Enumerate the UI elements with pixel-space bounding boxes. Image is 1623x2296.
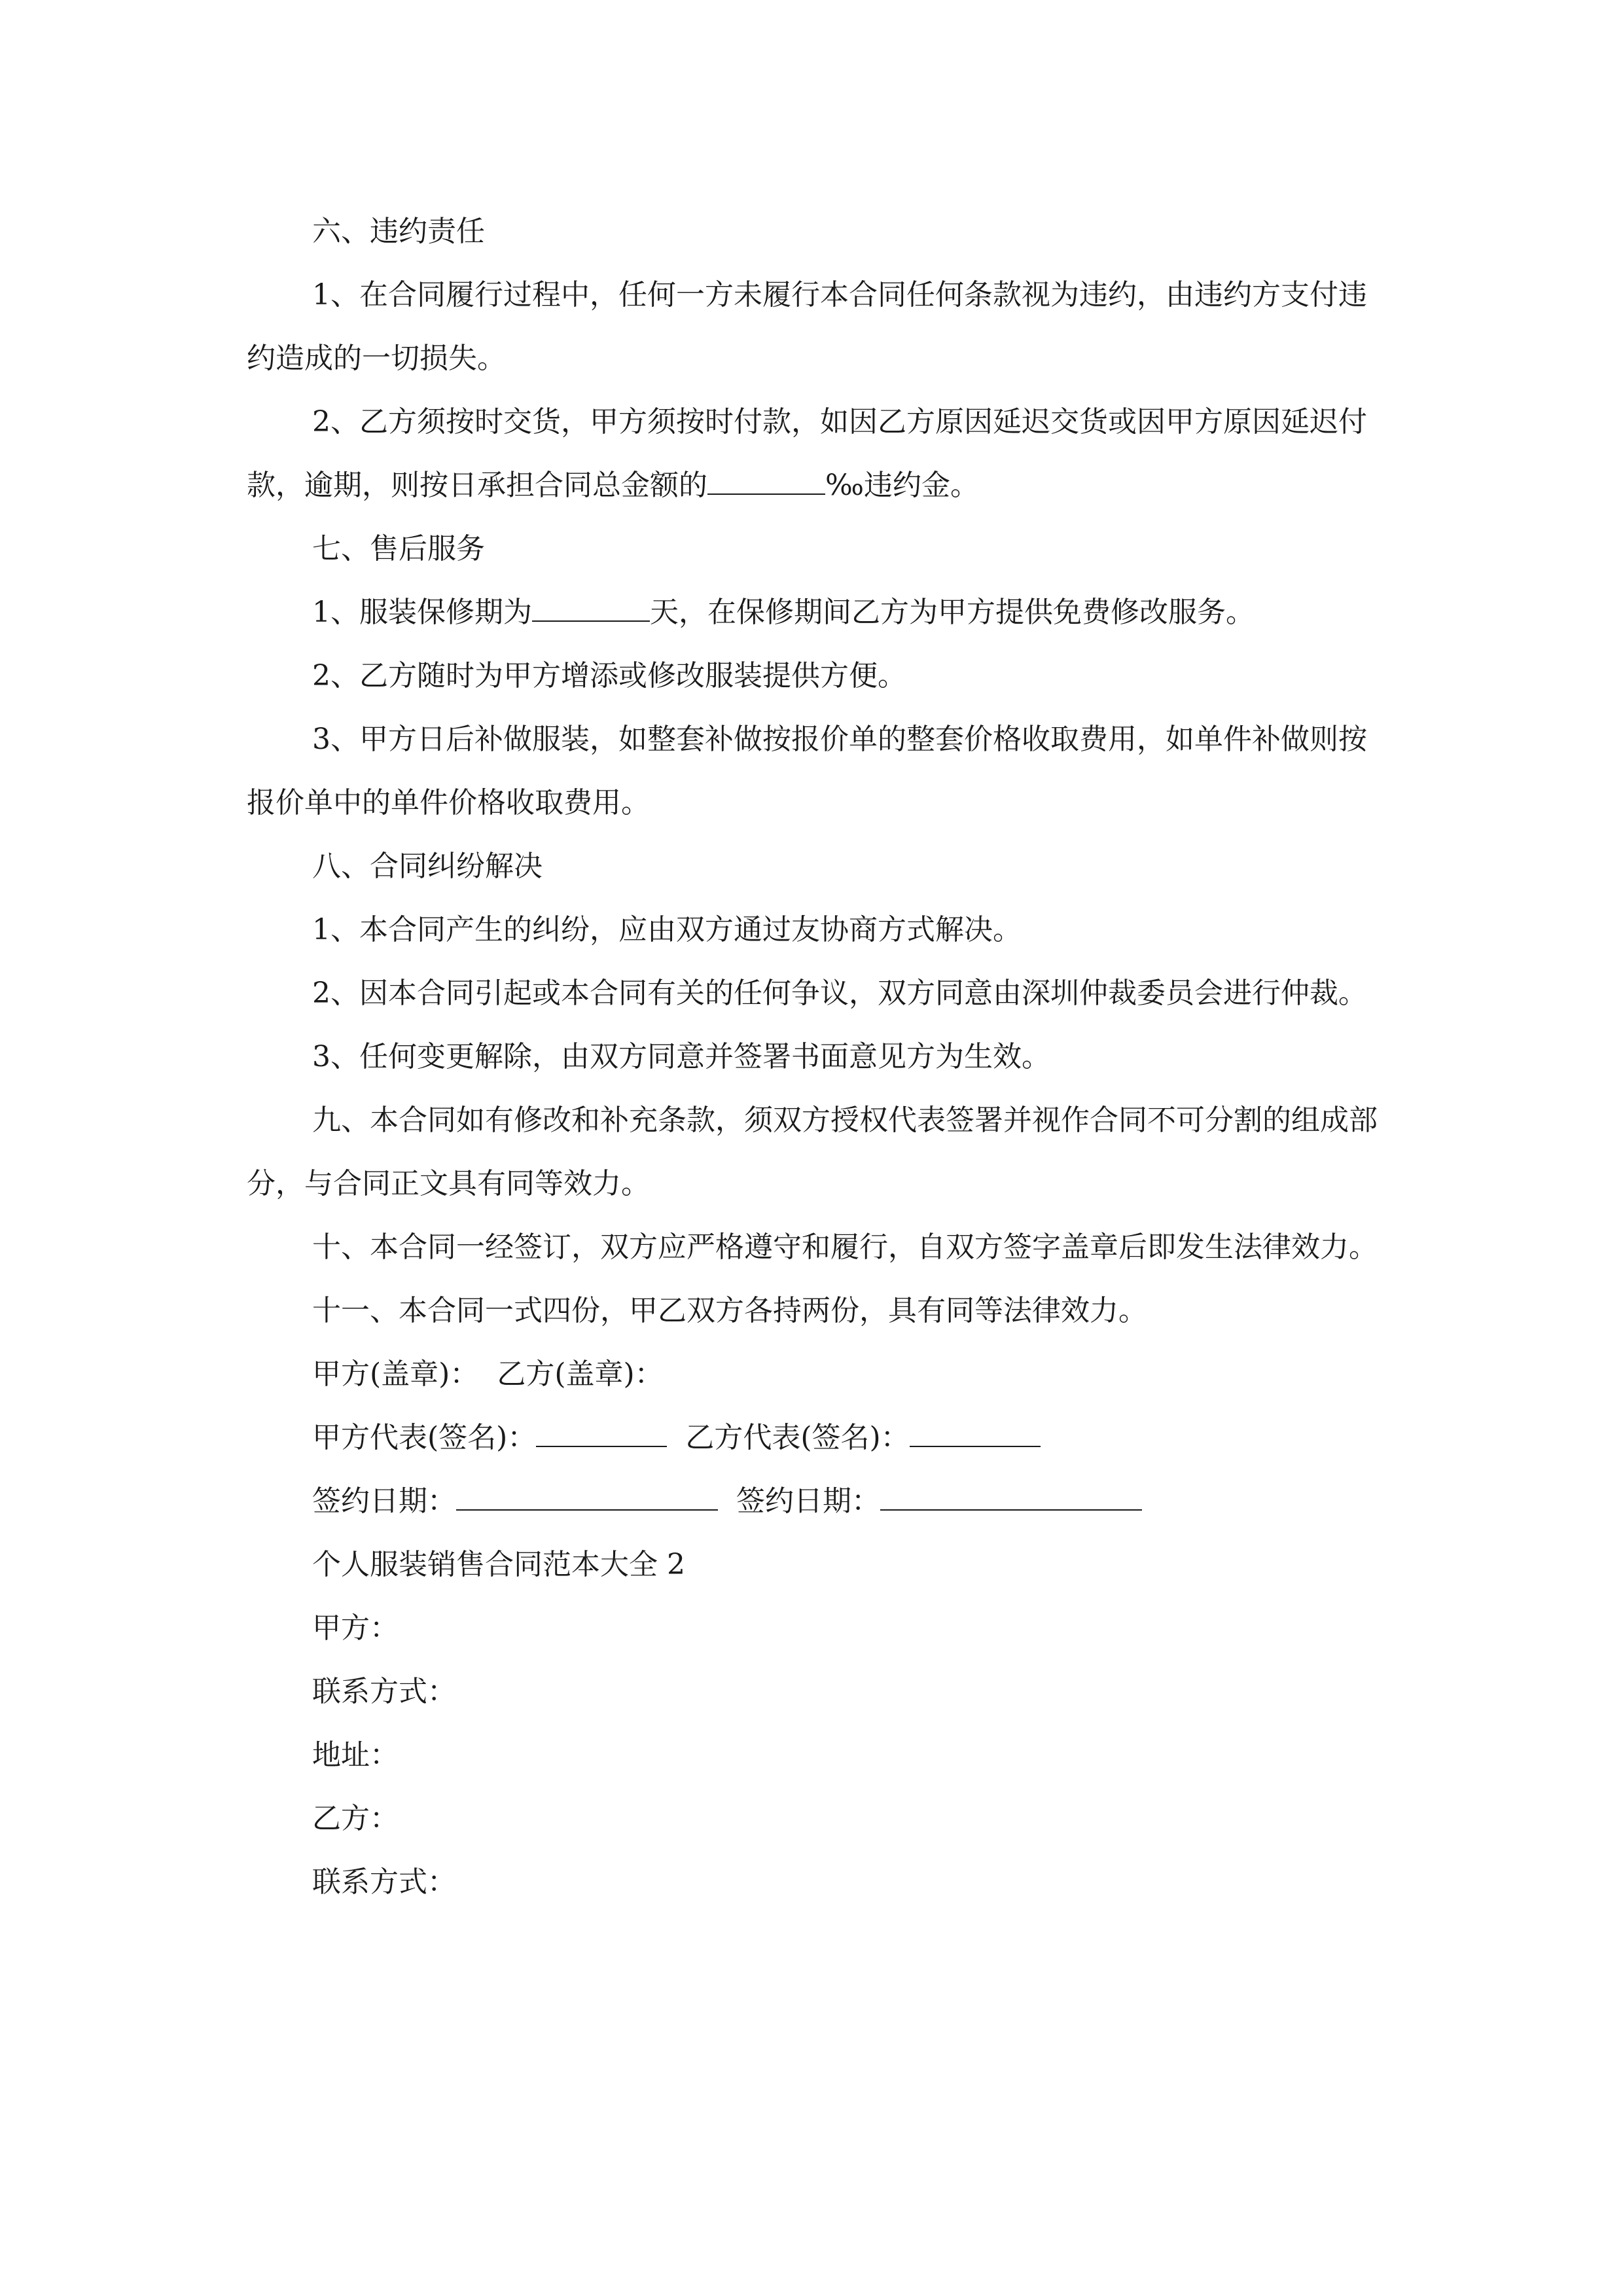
party-a-contact-label: 联系方式： — [312, 1675, 456, 1708]
section-9: 九、本合同如有修改和补充条款，须双方授权代表签署并视作合同不可分割的组成部分，与合同正文具有同等效力。 — [247, 1103, 1378, 1200]
section-8-clause-1: 1、本合同产生的纠纷，应由双方通过友协商方式解决。 — [312, 913, 1022, 946]
party-a-date-label: 签约日期： — [312, 1484, 456, 1518]
contract-body — [247, 200, 1379, 1914]
section-6-clause-2 — [247, 390, 1379, 517]
party-a-seal-label: 甲方(盖章)： — [312, 1357, 479, 1391]
seal-line — [247, 1342, 1379, 1406]
section-7-clause-1 — [247, 581, 1379, 644]
sign-date-line — [247, 1469, 1379, 1533]
party-b-rep-label: 乙方代表(签名)： — [685, 1421, 910, 1454]
party-a-date-blank — [456, 1480, 718, 1511]
address-label: 地址： — [312, 1738, 399, 1772]
section-7-heading: 七、售后服务 — [312, 532, 485, 565]
party-b-rep-blank — [910, 1417, 1041, 1447]
representative-line — [247, 1406, 1379, 1469]
party-a-label: 甲方： — [312, 1611, 399, 1645]
section-6-heading: 六、违约责任 — [312, 215, 485, 248]
section-8-heading: 八、合同纠纷解决 — [312, 850, 543, 883]
section-7-clause-3: 3、甲方日后补做服装，如整套补做按报价单的整套价格收取费用，如单件补做则按报价单中的单件价格收取费用。 — [247, 723, 1367, 819]
party-a-rep-blank — [536, 1417, 667, 1447]
section-7-clause-2: 2、乙方随时为甲方增添或修改服装提供方便。 — [312, 659, 906, 692]
section-11: 十一、本合同一式四份，甲乙双方各持两份，具有同等法律效力。 — [312, 1294, 1147, 1327]
party-a-rep-label: 甲方代表(签名)： — [312, 1421, 537, 1454]
party-b-date-blank — [880, 1480, 1142, 1511]
section-6-clause-2-text-start: 2、乙方须按时交货，甲方须按时付款，如因乙方原因延迟交货或因甲方原因延迟付款，逾期，则按日承担合同总金额的 — [247, 405, 1367, 502]
section-6-clause-2-text-end: ‰违约金。 — [825, 469, 980, 502]
section-10: 十、本合同一经签订，双方应严格遵守和履行，自双方签字盖章后即发生法律效力。 — [312, 1230, 1378, 1264]
penalty-rate-blank — [707, 465, 825, 495]
next-contract-title: 个人服装销售合同范本大全 2 — [312, 1548, 685, 1581]
section-6-clause-1: 1、在合同履行过程中，任何一方未履行本合同任何条款视为违约，由违约方支付违约造成的一切损失。 — [247, 278, 1367, 375]
party-b-date-label: 签约日期： — [736, 1484, 880, 1518]
party-b-contact-label: 联系方式： — [312, 1865, 456, 1899]
section-8-clause-2: 2、因本合同引起或本合同有关的任何争议，双方同意由深圳仲裁委员会进行仲裁。 — [312, 977, 1367, 1010]
warranty-days-blank — [532, 592, 650, 622]
party-b-seal-label: 乙方(盖章)： — [497, 1357, 664, 1391]
party-b-label: 乙方： — [312, 1802, 399, 1835]
section-8-clause-3: 3、任何变更解除，由双方同意并签署书面意见方为生效。 — [312, 1040, 1050, 1073]
section-7-clause-1-text-end: 天，在保修期间乙方为甲方提供免费修改服务。 — [650, 596, 1255, 629]
section-7-clause-1-text-start: 1、服装保修期为 — [312, 596, 532, 629]
